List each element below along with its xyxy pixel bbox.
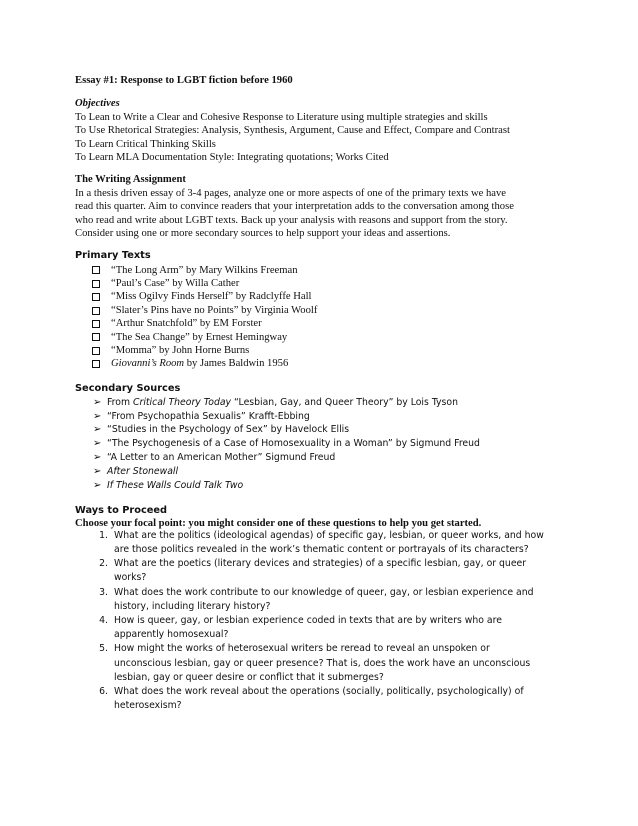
question-text	[114, 529, 554, 557]
question-text	[114, 642, 554, 685]
secondary-source-italic-title: After Stonewall	[107, 465, 179, 477]
secondary-source-label	[107, 479, 243, 493]
question-line: How might the works of heterosexual writers be reread to reveal an unspoken or	[114, 643, 490, 655]
checkbox-icon	[92, 347, 100, 355]
question-text	[114, 685, 554, 713]
primary-text-item	[92, 264, 563, 277]
secondary-source-text: “Studies in the Psychology of Sex” by Havelock Ellis	[107, 424, 350, 436]
primary-text-label	[111, 331, 287, 344]
primary-text-item	[92, 331, 563, 344]
secondary-source-item	[93, 437, 563, 451]
secondary-source-label	[107, 396, 458, 410]
primary-texts-list	[75, 264, 563, 371]
secondary-source-item	[93, 479, 563, 493]
primary-text-title: “The Sea Change” by Ernest Hemingway	[111, 331, 288, 343]
question-number: 5.	[99, 643, 108, 655]
question-line: apparently homosexual?	[114, 629, 229, 641]
primary-text-label	[111, 304, 317, 317]
checkbox-icon	[92, 266, 100, 274]
essay-title: Essay #1: Response to LGBT fiction before 1960	[75, 75, 293, 86]
secondary-source-text: “Lesbian, Gay, and Queer Theory” by Lois Tyson	[231, 396, 458, 408]
assignment-line: Consider using one or more secondary sources to help support your ideas and assertions.	[75, 228, 451, 240]
secondary-source-italic-title: If These Walls Could Talk Two	[107, 479, 244, 491]
assignment-line: who read and write about LGBT texts. Back up your analysis with reasons and support from the story.	[75, 214, 508, 226]
question-number: 1.	[99, 529, 108, 541]
primary-text-label	[111, 344, 249, 357]
secondary-source-item	[93, 410, 563, 424]
checkbox-icon	[92, 307, 100, 315]
objective-line: To Learn MLA Documentation Style: Integrating quotations; Works Cited	[75, 152, 389, 164]
primary-text-title: “The Long Arm” by Mary Wilkins Freeman	[111, 264, 298, 276]
question-item	[75, 557, 563, 585]
arrow-bullet-icon: ➢	[93, 424, 102, 436]
secondary-source-text: From	[107, 396, 133, 408]
primary-text-item	[92, 290, 563, 303]
question-number: 2.	[99, 558, 108, 570]
ways-subheading: Choose your focal point: you might consider one of these questions to help you get started.	[75, 517, 482, 529]
question-text	[114, 586, 554, 614]
primary-text-title: “Arthur Snatchfold” by EM Forster	[111, 318, 262, 330]
question-line: works?	[114, 572, 147, 584]
objective-line: To Lean to Write a Clear and Cohesive Response to Literature using multiple strategies and skills	[75, 111, 488, 123]
arrow-bullet-icon: ➢	[93, 479, 102, 491]
ways-list	[75, 529, 563, 714]
question-line: What are the poetics (literary devices and strategies) of a specific lesbian, gay, or queer	[114, 558, 527, 570]
checkbox-icon	[92, 293, 100, 301]
primary-text-title: “Momma” by John Horne Burns	[111, 345, 250, 357]
primary-texts-section	[75, 249, 563, 370]
ways-heading: Ways to Proceed	[75, 504, 168, 516]
secondary-source-label	[107, 410, 310, 424]
question-line: unconscious lesbian, gay or queer presence? That is, does the work have an unconscious	[114, 657, 531, 669]
primary-text-label	[111, 264, 298, 277]
primary-text-label	[111, 317, 262, 330]
question-line: What does the work reveal about the operations (socially, politically, psychologically) of	[114, 686, 524, 698]
question-item	[75, 614, 563, 642]
question-line: What are the politics (ideological agendas) of specific gay, lesbian, or queer works, and how	[114, 529, 544, 541]
primary-text-label	[111, 357, 288, 370]
secondary-source-label	[107, 437, 480, 451]
secondary-source-italic-title: Critical Theory Today	[133, 396, 232, 408]
question-line: How is queer, gay, or lesbian experience coded in texts that are by writers who are	[114, 615, 502, 626]
objectives-heading: Objectives	[75, 98, 120, 110]
arrow-bullet-icon: ➢	[93, 410, 102, 422]
question-text	[114, 557, 554, 585]
question-line: lesbian, gay or queer desire or conflict that it submerges?	[114, 671, 384, 683]
primary-text-title: “Miss Ogilvy Finds Herself” by Radclyffe Hall	[111, 291, 312, 303]
secondary-source-text: “From Psychopathia Sexualis” Krafft-Ebbing	[107, 410, 310, 422]
arrow-bullet-icon: ➢	[93, 465, 102, 477]
assignment-line: In a thesis driven essay of 3-4 pages, analyze one or more aspects of one of the primary texts we have	[75, 187, 506, 199]
secondary-sources-heading: Secondary Sources	[75, 382, 181, 394]
question-number: 4.	[99, 615, 108, 626]
secondary-source-label	[107, 465, 178, 479]
assignment-heading: The Writing Assignment	[75, 174, 186, 186]
primary-text-title: “Paul’s Case” by Willa Cather	[111, 278, 240, 290]
question-line: are those politics revealed in the work’s thematic content or portrayals of its characters?	[114, 543, 529, 555]
secondary-source-item	[93, 451, 563, 465]
checkbox-icon	[92, 360, 100, 368]
secondary-source-label	[107, 451, 335, 465]
question-text	[114, 614, 554, 642]
primary-text-title: “Slater’s Pins have no Points” by Virginia Woolf	[111, 304, 318, 316]
question-line: history, including literary history?	[114, 600, 271, 612]
arrow-bullet-icon: ➢	[93, 396, 102, 408]
arrow-bullet-icon: ➢	[93, 451, 102, 463]
primary-text-item	[92, 344, 563, 357]
secondary-source-item	[93, 465, 563, 479]
primary-text-item	[92, 357, 563, 370]
secondary-source-label	[107, 423, 349, 437]
checkbox-icon	[92, 280, 100, 288]
question-item	[75, 529, 563, 557]
assignment-section	[75, 173, 563, 240]
primary-texts-heading: Primary Texts	[75, 250, 151, 262]
primary-text-author: by James Baldwin 1956	[184, 358, 289, 370]
question-line: heterosexism?	[114, 700, 182, 712]
assignment-line: read this quarter. Aim to convince readers that your interpretation adds to the conversation among those	[75, 201, 514, 213]
objective-line: To Use Rhetorical Strategies: Analysis, Synthesis, Argument, Cause and Effect, Compare and Contrast	[75, 125, 510, 137]
secondary-source-item	[93, 396, 563, 410]
primary-text-italic-title: Giovanni’s Room	[111, 358, 185, 370]
essay-content	[75, 74, 563, 713]
question-item	[75, 642, 563, 685]
secondary-source-item	[93, 424, 563, 438]
question-item	[75, 685, 563, 713]
primary-text-item	[92, 317, 563, 330]
secondary-source-text: “A Letter to an American Mother” Sigmund Freud	[107, 451, 336, 463]
question-line: What does the work contribute to our knowledge of queer, gay, or lesbian experience and	[114, 586, 534, 598]
primary-text-label	[111, 290, 311, 303]
secondary-sources-list	[75, 396, 563, 493]
secondary-source-text: “The Psychogenesis of a Case of Homosexuality in a Woman” by Sigmund Freud	[107, 438, 480, 450]
primary-text-item	[92, 277, 563, 290]
primary-text-item	[92, 304, 563, 317]
secondary-sources-section	[75, 382, 563, 493]
objectives-section	[75, 97, 563, 164]
question-number: 3.	[99, 586, 108, 598]
primary-text-label	[111, 277, 239, 290]
question-number: 6.	[99, 686, 108, 698]
checkbox-icon	[92, 333, 100, 341]
checkbox-icon	[92, 320, 100, 328]
question-item	[75, 586, 563, 614]
objective-line: To Learn Critical Thinking Skills	[75, 138, 216, 150]
ways-section	[75, 504, 563, 714]
arrow-bullet-icon: ➢	[93, 438, 102, 450]
